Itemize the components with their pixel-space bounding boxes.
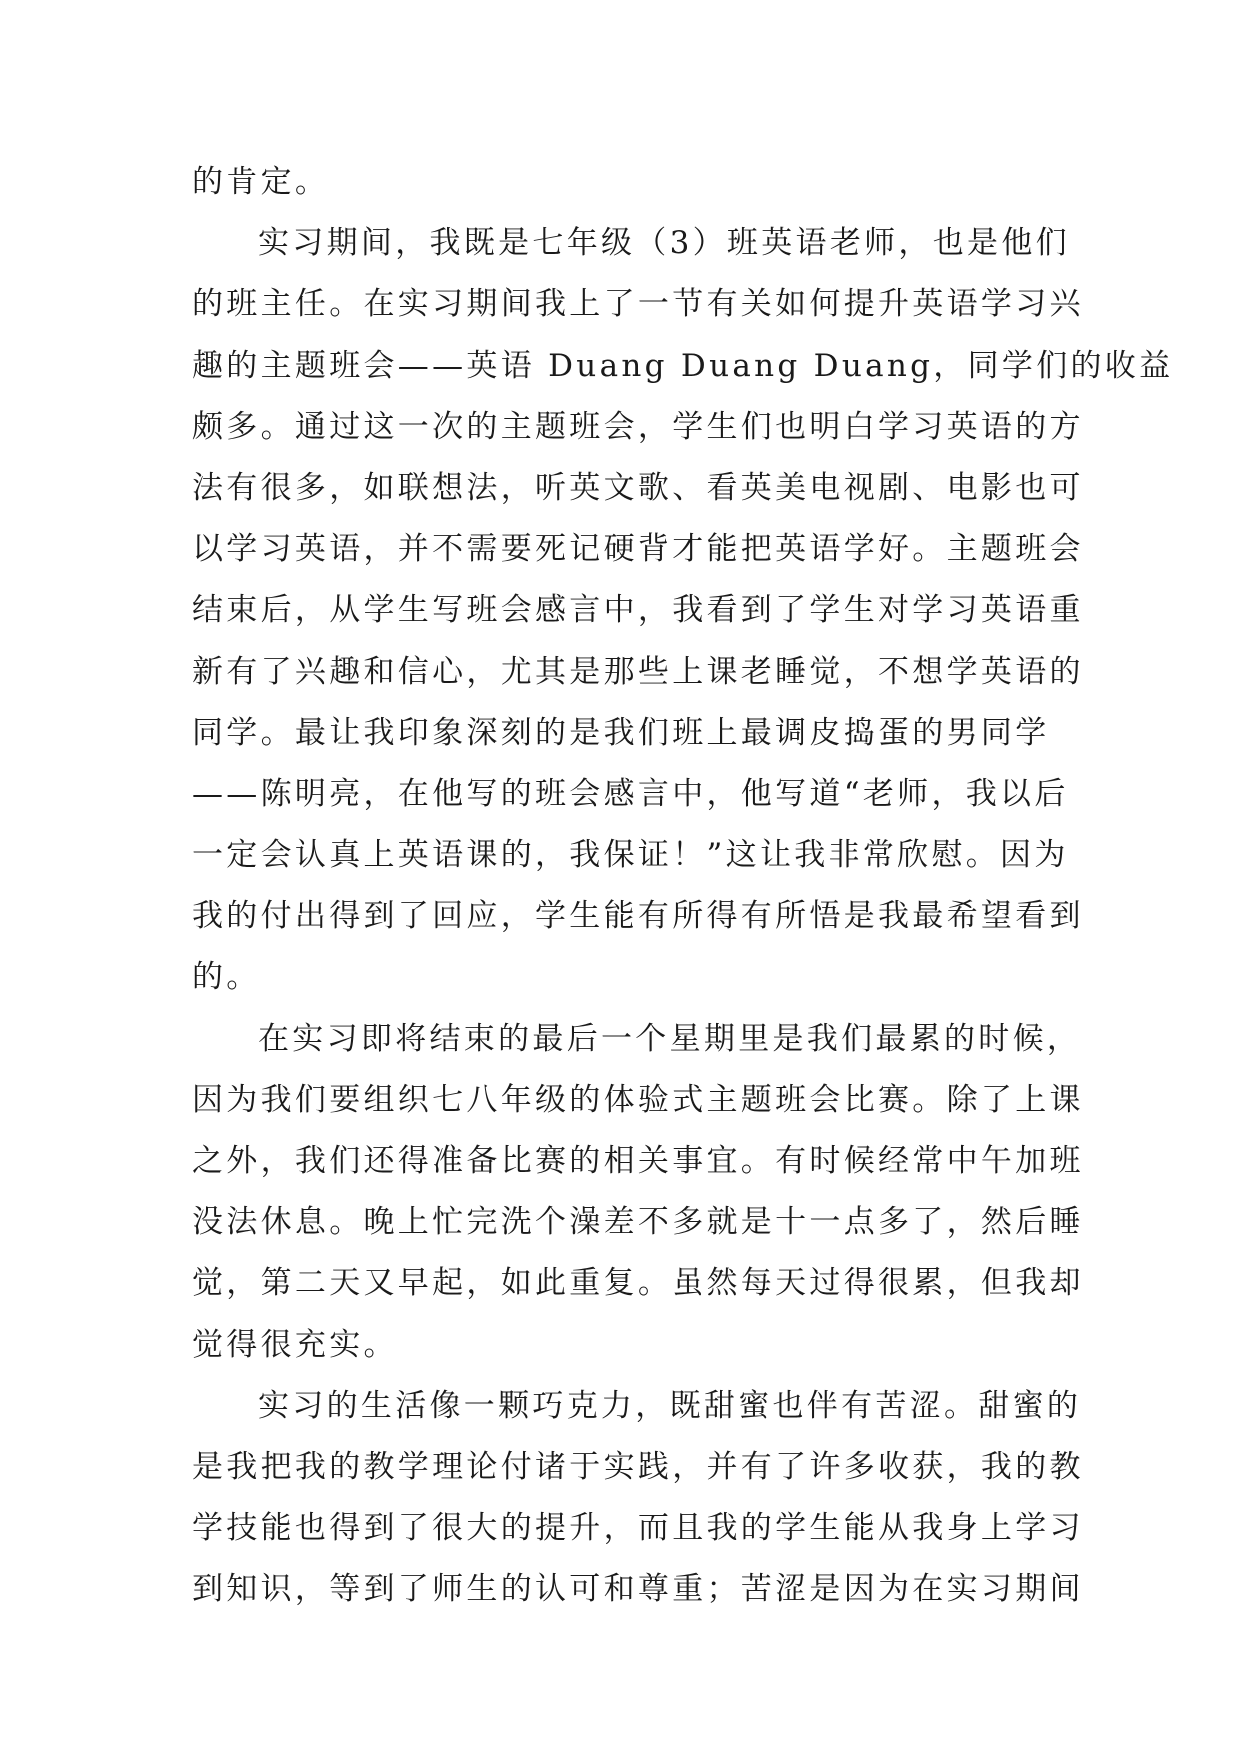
paragraph-first-line: 实习的生活像一颗巧克力，既甜蜜也伴有苦涩。甜蜜的 <box>258 1387 1082 1424</box>
text-line: 没法休息。晚上忙完洗个澡差不多就是十一点多了，然后睡 <box>192 1204 1084 1241</box>
document-body <box>192 152 1174 1621</box>
text-line: 的班主任。在实习期间我上了一节有关如何提升英语学习兴 <box>192 286 1084 323</box>
text-line: 的。 <box>192 959 261 996</box>
text-line: 结束后，从学生写班会感言中，我看到了学生对学习英语重 <box>192 592 1084 629</box>
text-line: 的肯定。 <box>192 164 330 200</box>
text-line: 到知识，等到了师生的认可和尊重；苦涩是因为在实习期间 <box>192 1571 1084 1608</box>
text-line: 以学习英语，并不需要死记硬背才能把英语学好。主题班会 <box>192 531 1084 568</box>
text-line: 是我把我的教学理论付诸于实践，并有了许多收获，我的教 <box>192 1448 1084 1485</box>
text-line: 一定会认真上英语课的，我保证！”这让我非常欣慰。因为 <box>192 837 1069 874</box>
text-line: 因为我们要组织七八年级的体验式主题班会比赛。除了上课 <box>192 1081 1084 1118</box>
text-line: 我的付出得到了回应，学生能有所得有所悟是我最希望看到 <box>192 898 1084 935</box>
paragraph-first-line: 实习期间，我既是七年级（3）班英语老师，也是他们 <box>258 225 1070 262</box>
paragraph-first-line: 在实习即将结束的最后一个星期里是我们最累的时候， <box>258 1020 1082 1057</box>
text-line: 趣的主题班会——英语 Duang Duang Duang，同学们的收益 <box>192 347 1174 384</box>
text-line: 学技能也得到了很大的提升，而且我的学生能从我身上学习 <box>192 1510 1084 1547</box>
text-line: 同学。最让我印象深刻的是我们班上最调皮捣蛋的男同学 <box>192 714 1050 751</box>
text-line: 法有很多，如联想法，听英文歌、看英美电视剧、电影也可 <box>192 469 1084 506</box>
text-line: 新有了兴趣和信心，尤其是那些上课老睡觉，不想学英语的 <box>192 653 1084 690</box>
text-line: 之外，我们还得准备比赛的相关事宜。有时候经常中午加班 <box>192 1143 1084 1179</box>
text-line: 觉，第二天又早起，如此重复。虽然每天过得很累，但我却 <box>192 1265 1084 1302</box>
text-line: 觉得很充实。 <box>192 1326 398 1363</box>
text-line: ——陈明亮，在他写的班会感言中，他写道“老师，我以后 <box>192 775 1069 812</box>
text-line: 颇多。通过这一次的主题班会，学生们也明白学习英语的方 <box>192 408 1084 445</box>
